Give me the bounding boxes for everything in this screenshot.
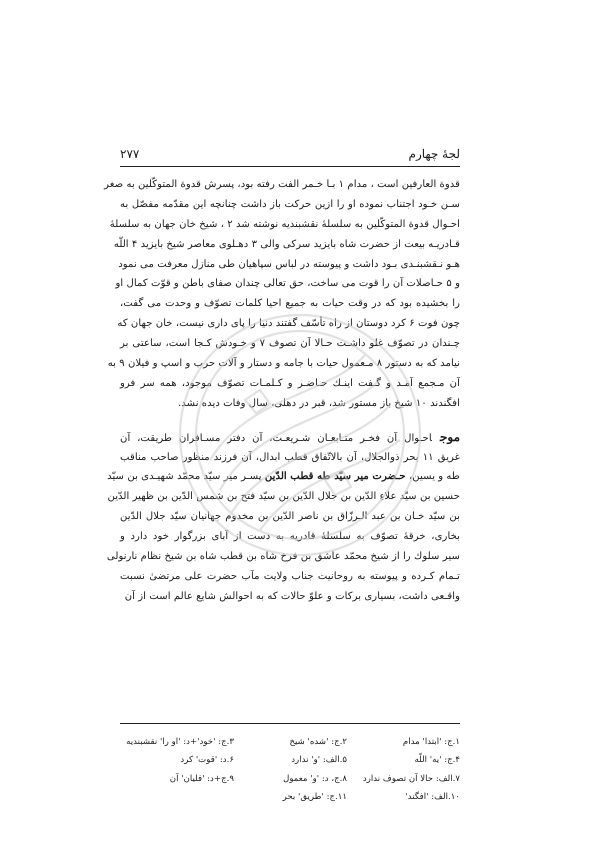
text-line	[120, 428, 460, 448]
text-line: سـن خـود اجتناب نموده او را ازین حركت باز داشت چنانچه این مقدّمه مفصّل به	[120, 198, 460, 210]
footnote-divider	[120, 723, 460, 724]
text-line: سیر سلوك را از شیخ محمّد عاشق بن فرخ شاه بن قطب شاه بن شیخ نظام نارنولی	[106, 551, 460, 563]
footnote-row	[120, 770, 460, 788]
footnote: ۹.ج+د: 'فلیان' آن	[169, 773, 234, 784]
text-line: و ۵ حـاصلات آن را قوت می ساخت، حق تعالی چندان صفای باطن و قوّت كمال او	[115, 278, 460, 290]
text-line: واقـعی داشت، بسیاری بركات و علوّ حالات كه به احوالش شایع عالم است از آن	[124, 590, 460, 602]
footnote	[121, 788, 234, 806]
footnote: ۴.ج: 'یه' اللّه	[414, 755, 460, 766]
text-line: قـادریـه بیعت از حضرت شاه بایزید سركی والی ۳ دهـلوی معاصر شیخ بایزید ۴ اللّه	[113, 238, 460, 250]
text-line: افگندند ۱۰ شیخ باز مستور شد، قبر در دهلی، سال وفات دیده نشد.	[178, 397, 460, 409]
body-text	[104, 175, 460, 607]
footnote: ۷.الف: حالا آن تصوف ندارد	[362, 773, 460, 784]
text-line: آن مـجمع آمـد و گـفت اینـك حـاضـر و كـلمـات تصوّف موجود، همه سر فرو	[120, 377, 460, 389]
page-number: ۲۷۷	[120, 147, 140, 161]
text-line: احـوال قدوة المتوكّلین به سلسلهٔ نقشبندیه نوشته شد ۲ ، شیخ خان جهان به سلسلهٔ	[109, 218, 460, 230]
paragraph-2	[106, 428, 460, 607]
section-heading: موج	[439, 429, 460, 444]
text-line: چـندان در تصوّف غلو داشـت حـالا آن تصوف ۷ و خـودش كـجا است، ساعتی بر	[120, 338, 460, 350]
footnote: ۵.الف: 'و' ندارد	[291, 755, 347, 766]
text-line: بخاری، خرقهٔ تصوّف به سلسلهٔ قادریه به دست از آبای بزرگوار خود دارد و	[120, 531, 460, 543]
text-line	[107, 467, 460, 487]
line-text-post: پسـر میر سیّد محمّد شهیـدی بن سیّد	[107, 471, 265, 483]
person-name: حـضرت میر سیّد طه قطب الدّین	[264, 470, 406, 483]
text-line: را بخشیده بود كه در وقت حیات به جمیع احیا كلمات تصوّف و وحدت می گفت،	[120, 298, 460, 310]
text-line: غریق ۱۱ بحر ذوالجلال، آن بالاتّفاق قطب ابدال، آن فرزند منظور صاحب مناقب	[120, 451, 460, 463]
footnote: ۲.ج: 'شده' شیخ	[289, 737, 347, 747]
footnote: ۶.د: 'قوت' كرد	[180, 755, 234, 766]
footnote: ۱۰.الف: 'افگند'	[405, 791, 460, 802]
header-divider	[120, 166, 460, 167]
footnote: ۱۱.ج: 'طریق' بحر	[282, 791, 347, 802]
footnote: ۸.ج، د: 'و' معمول	[283, 773, 347, 784]
footnote-row	[120, 751, 460, 769]
text-line: تـمام كـرده و پیوسته به روحانیت جناب ولایت مآب حضرت علی مرتضیٰ نسبت	[120, 570, 460, 582]
text-line: بن سیّد خـان بن عبد الـرزّاق بن ناصر الدّین بن مخدوم جهانیان سیّد جلال الدّین	[120, 511, 460, 523]
section-title: لجهٔ چهارم	[408, 147, 460, 161]
footnote-row	[120, 788, 460, 806]
text-line: چون فوت ۶ كرد دوستان از راه تأسّف گفتند دنیا را پای داری نیست، خان جهان كه	[117, 318, 460, 330]
paragraph-1	[104, 175, 460, 414]
text-line: حسین بن سیّد علاءِ الدّین بن جلال الدّین بن سیّد فتح بن شمس الدّین بن ظهیر الدّین	[107, 491, 460, 503]
heading-line-text: احـوال آن فخـر متـابعـان شـریعـت، آن دفتر مسـافران طریقت، آن	[120, 432, 432, 444]
line-text-pre: طه و یسین،	[405, 471, 460, 483]
paragraph-gap	[120, 414, 460, 428]
footnotes	[120, 733, 460, 806]
text-line: هـو نـقشبنـدی بـود داشت و پیوسته در لباس سپاهیان طی منازل معرفت می نمود	[118, 258, 460, 270]
text-line: نیامد كه به دستور ۸ مـعمول حیات با جامه و دستار و آلات حرب و اسپ و فیلان ۹ به	[107, 358, 460, 370]
footnote: ۱.ج: 'ابتدا' مدام	[402, 737, 460, 747]
text-line: قدوة العارفین است ، مدام ۱ بـا خـمر الفت رفته بود، پسرش قدوة المتوكّلین به صغر	[104, 179, 460, 190]
footnote-row	[120, 733, 460, 751]
page-header	[120, 145, 460, 165]
footnote: ۳.ج: 'خود'+د: 'او را' نقشبندیه	[126, 737, 234, 747]
